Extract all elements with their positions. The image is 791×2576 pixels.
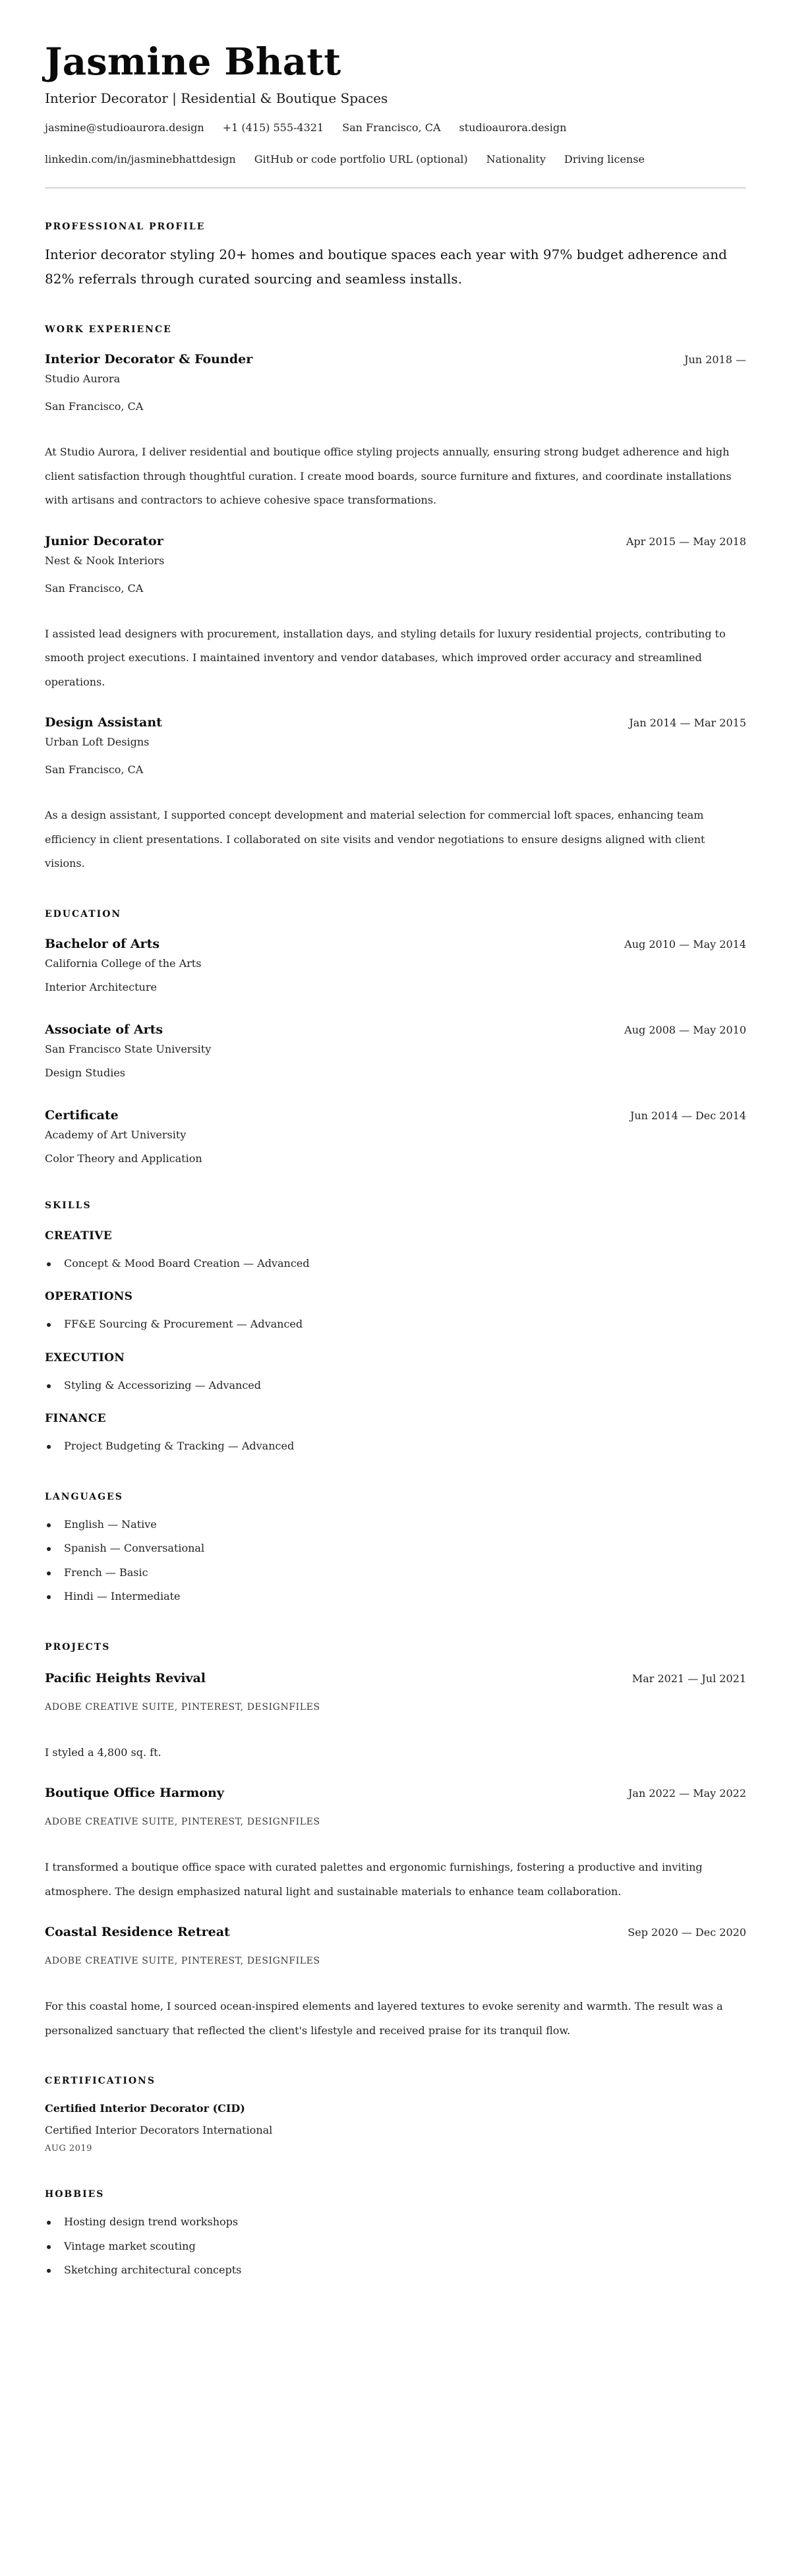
field-of-study: Interior Architecture [45,980,157,993]
section-certifications [45,2074,746,2156]
section-skills [45,1199,746,1459]
job-location: San Francisco, CA [45,581,144,595]
project-dates: Jan 2022 — May 2022 [628,1787,746,1800]
job-company: Urban Loft Designs [45,736,150,748]
skill-category: CREATIVE [45,1229,113,1243]
job-location: San Francisco, CA [45,763,144,776]
job-title: Junior Decorator [45,533,163,548]
education-entry [45,935,746,996]
contact-github[interactable]: GitHub or code portfolio URL (optional) [254,153,468,165]
skill-category: FINANCE [45,1412,106,1425]
section-heading: PROFESSIONAL PROFILE [45,221,206,232]
section-heading: PROJECTS [45,1641,111,1653]
hobby-list [45,2210,746,2283]
section-profile [45,220,746,291]
job-company: Studio Aurora [45,372,121,385]
contact-website[interactable]: studioaurora.design [459,121,567,134]
project-description: I styled a 4,800 sq. ft. [45,1745,161,1759]
section-heading: CERTIFICATIONS [45,2076,156,2086]
degree-title: Certificate [45,1107,119,1123]
section-education [45,908,746,1167]
certification-title: Certified Interior Decorator (CID) [45,2102,245,2115]
education-entry [45,1107,746,1167]
profile-summary: Interior decorator styling 20+ homes and boutique spaces each year with 97% budget adherence and 82% referrals through curated sourcing and seamless installs. [45,247,727,287]
job-title: Design Assistant [45,715,162,730]
education-dates: Aug 2008 — May 2010 [624,1023,746,1036]
education-entry [45,1021,746,1082]
project-tools: ADOBE CREATIVE SUITE, PINTEREST, DESIGNFILES [45,1701,320,1712]
project-title: Boutique Office Harmony [45,1786,224,1800]
language-item: English — Native [45,1513,746,1537]
project-tools: ADOBE CREATIVE SUITE, PINTEREST, DESIGNFILES [45,1956,320,1966]
contact-linkedin[interactable]: linkedin.com/in/jasminebhattdesign [45,153,236,165]
job-description: I assisted lead designers with procurement, installation days, and styling details for luxury residential projects, contributing to smooth project executions. I maintained inventory and vendor databases, which improved order accuracy and streamlined operations. [45,627,726,688]
skill-list [45,1434,746,1459]
candidate-name: Jasmine Bhatt [45,40,341,84]
language-item: Hindi — Intermediate [45,1585,746,1609]
job-dates: Jun 2018 — [684,353,746,366]
school-name: California College of the Arts [45,956,202,970]
degree-title: Associate of Arts [45,1022,163,1037]
skill-category: OPERATIONS [45,1290,133,1303]
project-entry [45,1784,746,1904]
experience-entry [45,351,746,513]
skill-item: FF&E Sourcing & Procurement — Advanced [45,1312,746,1337]
project-dates: Mar 2021 — Jul 2021 [631,1672,746,1685]
language-item: Spanish — Conversational [45,1537,746,1561]
job-title: Interior Decorator & Founder [45,352,253,366]
section-heading: EDUCATION [45,908,122,920]
skill-item: Project Budgeting & Tracking — Advanced [45,1434,746,1459]
experience-entry [45,714,746,876]
contact-nationality: Nationality [486,153,546,165]
project-tools: ADOBE CREATIVE SUITE, PINTEREST, DESIGNFILES [45,1817,320,1827]
section-heading: LANGUAGES [45,1491,123,1502]
project-description: I transformed a boutique office space with curated palettes and ergonomic furnishings, fostering a productive and inviting atmosphere. The design emphasized natural light and sustainable materials to enhance team collaboration. [45,1861,703,1898]
certification-date: AUG 2019 [45,2144,92,2153]
certification-issuer: Certified Interior Decorators International [45,2124,273,2136]
project-title: Coastal Residence Retreat [45,1925,230,1939]
project-dates: Sep 2020 — Dec 2020 [628,1926,746,1939]
skill-item: Styling & Accessorizing — Advanced [45,1374,746,1398]
hobby-item: Hosting design trend workshops [45,2210,746,2235]
project-title: Pacific Heights Revival [45,1670,206,1685]
section-experience [45,323,746,876]
contact-location: San Francisco, CA [342,121,441,134]
project-entry [45,1923,746,2043]
skill-group [45,1411,746,1459]
school-name: San Francisco State University [45,1042,212,1055]
education-dates: Jun 2014 — Dec 2014 [630,1109,746,1122]
job-company: Nest & Nook Interiors [45,554,165,567]
job-location: San Francisco, CA [45,400,144,413]
skill-item: Concept & Mood Board Creation — Advanced [45,1252,746,1276]
project-description: For this coastal home, I sourced ocean-inspired elements and layered textures to evoke serenity and warmth. The result was a personalized sanctuary that reflected the client's lifestyle and received praise for its tranquil flow. [45,2000,723,2037]
certification-entry [45,2101,746,2156]
section-heading: SKILLS [45,1200,92,1211]
section-languages [45,1490,746,1609]
section-heading: HOBBIES [45,2189,105,2200]
skill-category: EXECUTION [45,1351,125,1364]
job-description: As a design assistant, I supported concept development and material selection for commercial loft spaces, enhancing team efficiency in client presentations. I collaborated on site visits and vendor negotiations to ensure designs aligned with client visions. [45,809,705,869]
degree-title: Bachelor of Arts [45,936,160,951]
contact-email[interactable]: jasmine@studioaurora.design [45,121,204,134]
field-of-study: Design Studies [45,1066,125,1079]
contact-list [45,120,746,167]
education-dates: Aug 2010 — May 2014 [624,937,746,951]
resume-header [45,38,746,189]
language-item: French — Basic [45,1561,746,1585]
hobby-item: Sketching architectural concepts [45,2258,746,2283]
job-dates: Apr 2015 — May 2018 [626,535,746,548]
school-name: Academy of Art University [45,1128,187,1141]
skill-list [45,1252,746,1276]
header-divider [45,187,746,189]
experience-entry [45,533,746,695]
job-dates: Jan 2014 — Mar 2015 [629,717,746,729]
hobby-item: Vintage market scouting [45,2235,746,2259]
skill-list [45,1312,746,1337]
skill-group [45,1228,746,1276]
section-heading: WORK EXPERIENCE [45,324,172,335]
section-hobbies [45,2188,746,2283]
project-entry [45,1670,746,1765]
job-description: At Studio Aurora, I deliver residential and boutique office styling projects annually, ensuring strong budget adherence and high client satisfaction through thoughtful curation. I create mood boards, source furniture and fixtures, and coordinate installations with artisans and contractors to achieve cohesive space transformations. [45,446,732,506]
contact-phone[interactable]: +1 (415) 555-4321 [222,121,324,134]
candidate-headline: Interior Decorator | Residential & Boutique Spaces [45,90,388,106]
skill-list [45,1374,746,1398]
field-of-study: Color Theory and Application [45,1152,202,1165]
skill-group [45,1350,746,1398]
section-projects [45,1641,746,2043]
contact-driving-license: Driving license [564,153,645,165]
language-list [45,1513,746,1609]
skill-group [45,1289,746,1337]
